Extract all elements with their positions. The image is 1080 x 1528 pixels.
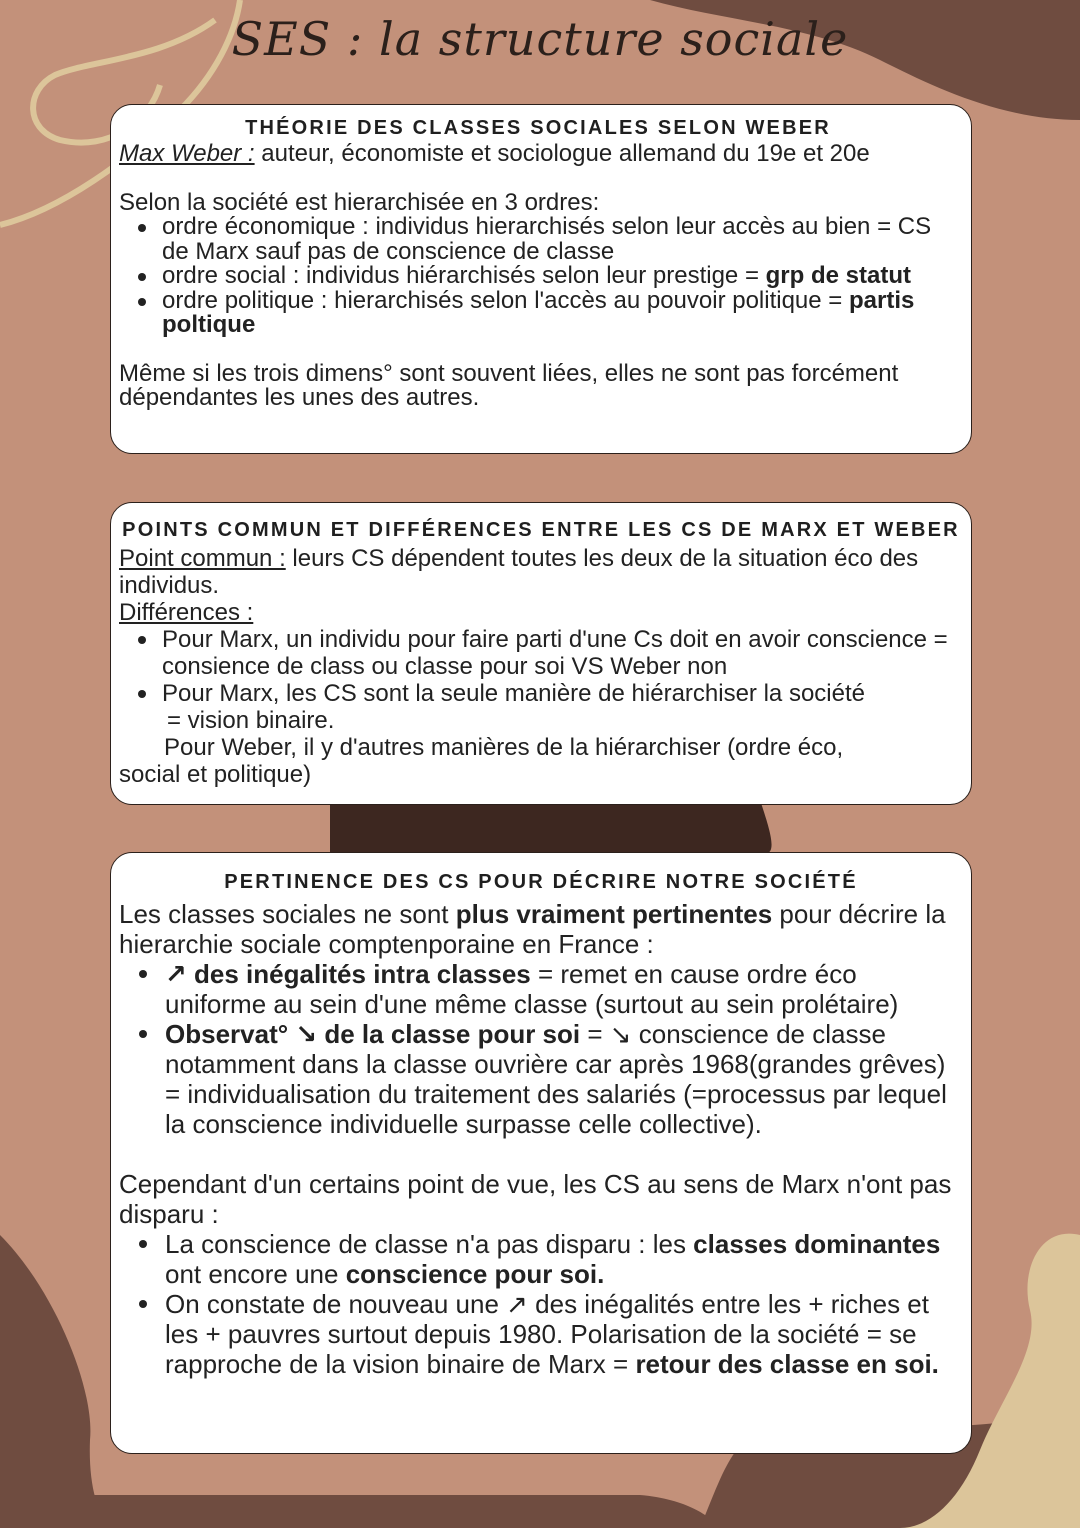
list-item: ordre social : individus hiérarchisés selon leur prestige = grp de statut [119,264,957,289]
arguments-list [119,959,963,1139]
page-title: SES : la structure sociale [231,12,849,66]
list-item: Pour Marx, un individu pour faire parti d'une Cs doit en avoir conscience = consience de class ou classe pour soi VS Weber non [119,626,963,680]
weber-line-2: social et politique) [119,761,312,788]
author-line [119,142,957,167]
orders-list [119,215,957,338]
intro-text: Selon la société est hierarchisée en 3 ordres: [119,188,600,216]
counter-list [119,1229,963,1379]
author-label: Max Weber : [119,140,255,167]
list-item: ordre économique : individus hierarchisés selon leur accès au bien = CS de Marx sauf pas de conscience de classe [119,215,957,264]
differences-list [119,626,963,707]
list-item: Observat° ↘ de la classe pour soi = ↘ conscience de classe notamment dans la classe ouvrière car après 1968(grandes grêves) = individualisation du traitement des salariés (=processus par lequel la conscience individuelle surpasse celle collective). [119,1019,963,1139]
weber-line: Pour Weber, il y d'autres manières de la hiérarchiser (ordre éco, [164,734,844,761]
binary-vision: = vision binaire. [167,707,335,734]
card-heading: PERTINENCE DES CS POUR DÉCRIRE NOTRE SOCIÉTÉ [224,871,858,893]
conclusion-text: Même si les trois dimens° sont souvent liées, elles ne sont pas forcément dépendantes les unes des autres. [119,359,899,411]
common-point [119,545,963,599]
card-heading: THÉORIE DES CLASSES SOCIALES SELON WEBER [245,117,831,139]
list-item: Pour Marx, les CS sont la seule manière de hiérarchiser la société [119,680,963,707]
middle-dark-blob [330,800,772,853]
list-item: La conscience de classe n'a pas disparu : les classes dominantes ont encore une conscience pour soi. [119,1229,963,1289]
weber-theory-card [110,104,972,454]
counter-intro: Cependant d'un certains point de vue, les CS au sens de Marx n'ont pas disparu : [119,1169,952,1229]
author-text: auteur, économiste et sociologue allemand du 19e et 20e [254,140,870,167]
left-bottom-blob [0,1235,120,1528]
differences-label: Différences : [119,599,254,626]
bottom-band [0,1495,720,1528]
list-item: ↗ des inégalités intra classes = remet en cause ordre éco uniforme au sein d'une même classe (surtout au sein prolétaire) [119,959,963,1019]
card-heading: POINTS COMMUN ET DIFFÉRENCES ENTRE LES CS DE MARX ET WEBER [122,519,960,541]
list-item: On constate de nouveau une ↗ des inégalités entre les + riches et les + pauvres surtout depuis 1980. Polarisation de la société = se rapproche de la vision binaire de Marx = retour des classe en soi. [119,1289,963,1379]
common-label: Point commun : [119,545,286,572]
relevance-card [110,852,972,1454]
list-item: ordre politique : hierarchisés selon l'accès au pouvoir politique = partis poltique [119,289,957,338]
intro-text: Les classes sociales ne sont plus vraiment pertinentes pour décrire la hierarchie sociale comptenporaine en France : [119,899,946,959]
common-text: leurs CS dépendent toutes les deux de la situation éco des individus. [119,545,919,599]
marx-weber-comparison-card [110,502,972,805]
